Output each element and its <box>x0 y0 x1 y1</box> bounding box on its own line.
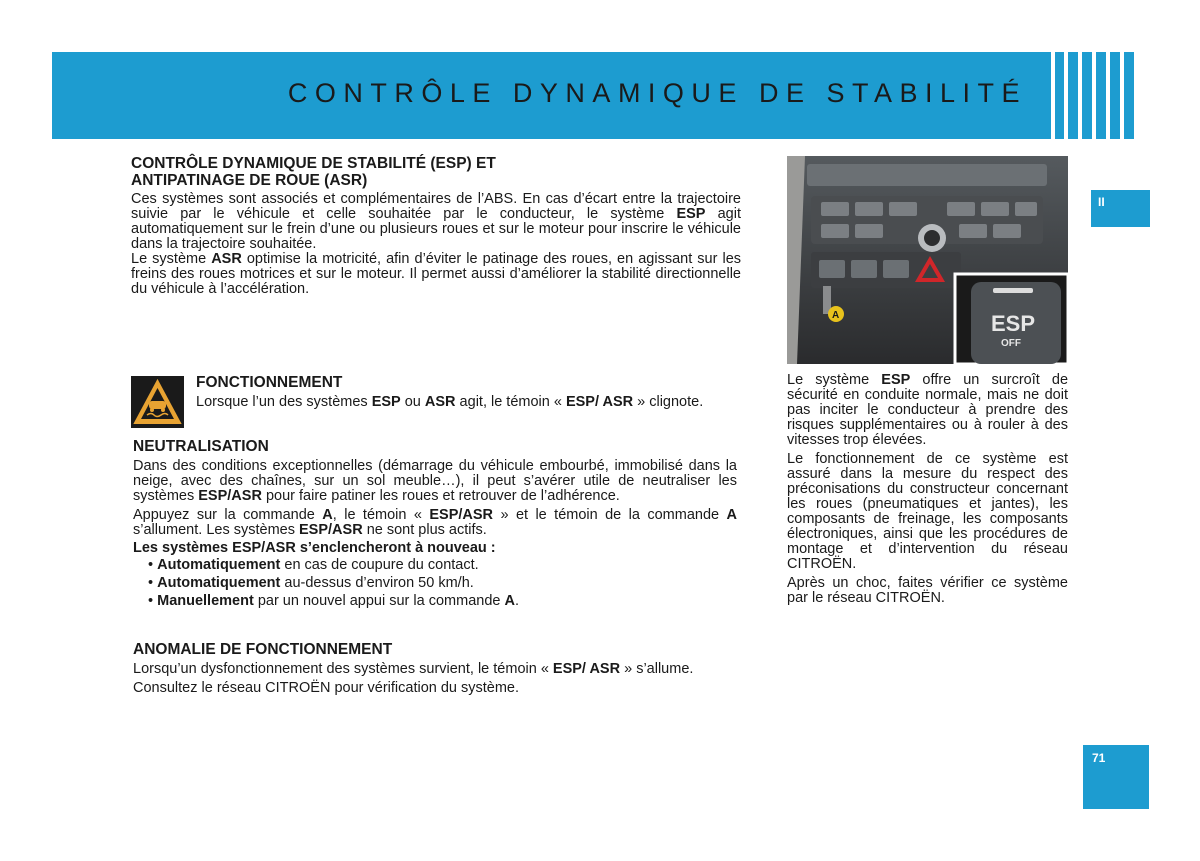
list-item: • Automatiquement en cas de coupure du contact. <box>148 557 479 573</box>
neutralisation-p1: Dans des conditions exceptionnelles (démarrage du véhicule embourbé, immobilisé dans la neige, avec des chaînes, sur un sol meuble…), il peut s’avérer utile de neutraliser les systèmes ESP/ASR pour faire patiner les roues et retrouver de l’adhérence. <box>133 458 737 504</box>
banner-stripes <box>1043 52 1134 139</box>
dashboard-photo <box>787 156 1068 364</box>
chapter-tab-label: II <box>1098 195 1105 209</box>
anomalie-p2: Consultez le réseau CITROËN pour vérification du système. <box>133 680 520 696</box>
section-anomalie <box>133 641 737 696</box>
neutralisation-bold-line: Les systèmes ESP/ASR s’enclencheront à nouveau : <box>133 540 496 556</box>
svg-text:A: A <box>832 310 840 321</box>
fonctionnement-heading: FONCTIONNEMENT <box>196 374 343 391</box>
anomalie-heading: ANOMALIE DE FONCTIONNEMENT <box>133 641 393 658</box>
neutralisation-heading: NEUTRALISATION <box>133 438 269 455</box>
list-item: • Automatiquement au-dessus d’environ 50 km/h. <box>148 575 474 591</box>
section-esp-p1: Ces systèmes sont associés et complémentaires de l’ABS. En cas d’écart entre la trajectoire suivie par le véhicule et celle souhaitée par le conducteur, le système ESP agit automatiquement sur le frein d’une ou plusieurs roues et sur le moteur pour inscrire le véhicule dans la trajectoire souhaitée. <box>131 191 741 252</box>
right-p1: Le système ESP offre un surcroît de sécurité en conduite normale, mais ne doit pas inciter le conducteur à prendre des risques supplémentaires ou à rouler à des vitesses trop élevées. <box>787 372 1069 448</box>
section-esp-p2: Le système ASR optimise la motricité, afin d’éviter le patinage des roues, en agissant sur les freins des roues motrices et sur le moteur. Il permet aussi d’améliorer la stabilité directionnelle du véhicule à l’accélération. <box>131 251 742 297</box>
section-right <box>787 373 1068 606</box>
svg-text:OFF: OFF <box>1001 338 1021 349</box>
page-title: CONTRÔLE DYNAMIQUE DE STABILITÉ <box>287 78 1027 108</box>
page-number: 71 <box>1092 751 1106 765</box>
right-p2: Le fonctionnement de ce système est assuré dans la mesure du respect des préconisations du constructeur concernant les roues (pneumatiques et jantes), les composants de freinage, les composants électroniques, ainsi que les procédures de montage et d’intervention du réseau CITROËN. <box>787 451 1068 572</box>
svg-text:ESP: ESP <box>991 311 1036 336</box>
esp-warning-icon <box>131 376 184 428</box>
right-p3: Après un choc, faites vérifier ce système par le réseau CITROËN. <box>787 575 1068 606</box>
page-number-box <box>1083 745 1149 809</box>
header-banner <box>52 52 1134 139</box>
section-esp-heading: CONTRÔLE DYNAMIQUE DE STABILITÉ (ESP) ET ANTIPATINAGE DE ROUE (ASR) <box>131 155 496 189</box>
section-fonctionnement <box>196 374 737 410</box>
anomalie-p1: Lorsqu’un dysfonctionnement des systèmes survient, le témoin « ESP/ ASR » s’allume. <box>133 661 694 677</box>
list-item: • Manuellement par un nouvel appui sur la commande A. <box>148 593 519 609</box>
section-esp <box>131 155 741 297</box>
fonctionnement-text: Lorsque l’un des systèmes ESP ou ASR agit, le témoin « ESP/ ASR » clignote. <box>196 394 704 410</box>
neutralisation-p2: Appuyez sur la commande A, le témoin « ESP/ASR » et le témoin de la commande A s’allument. Les systèmes ESP/ASR ne sont plus actifs. <box>133 507 737 538</box>
chapter-tab <box>1091 190 1150 227</box>
console-illustration <box>787 156 1068 364</box>
section-neutralisation <box>133 438 737 610</box>
